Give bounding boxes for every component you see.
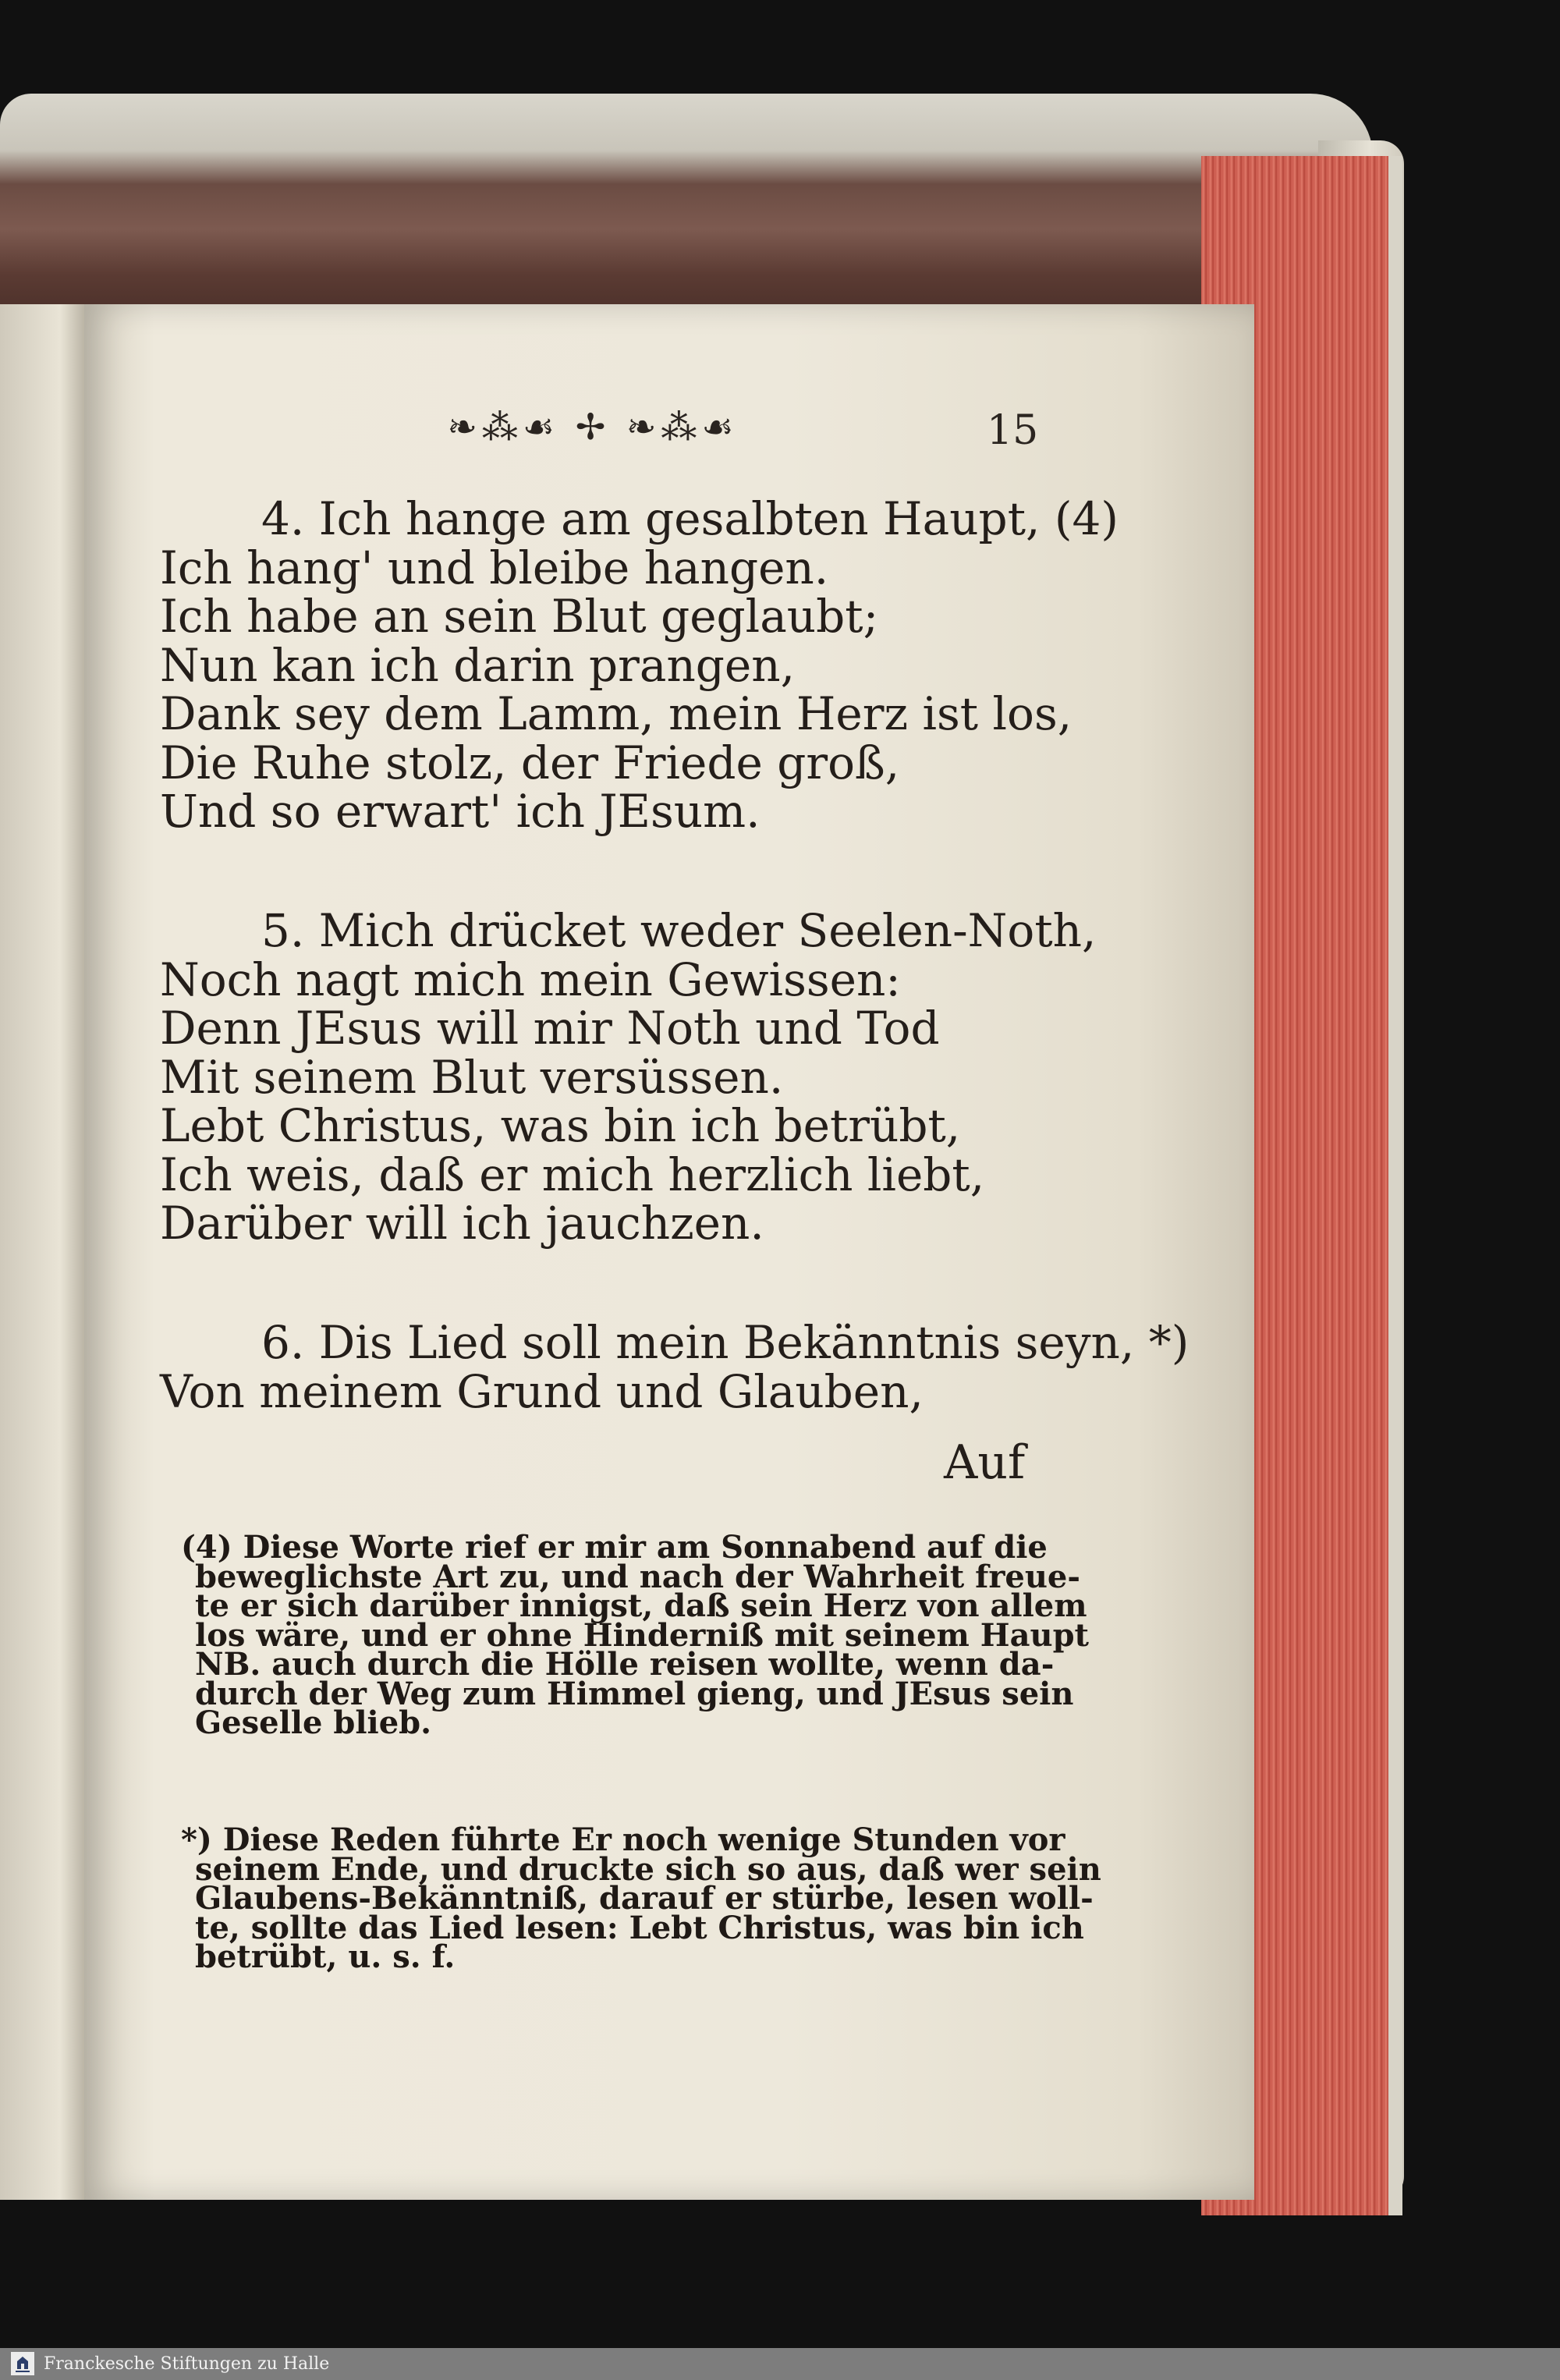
- footnote-line: Geselle blieb.: [195, 1704, 432, 1741]
- verse-line: Darüber will ich jauchzen.: [160, 1197, 764, 1250]
- footnote-line: durch der Weg zum Himmel gieng, und JEsus sein: [195, 1675, 1074, 1712]
- verse-line: Ich hang' und bleibe hangen.: [160, 541, 829, 594]
- footnote-line: seinem Ende, und druckte sich so aus, daß wer sein: [195, 1850, 1101, 1888]
- footnote-line: (4) Diese Worte rief er mir am Sonnabend auf die: [181, 1529, 1048, 1566]
- footnote-line: NB. auch durch die Hölle reisen wollte, wenn da-: [195, 1646, 1055, 1683]
- institution-logo-icon: [11, 2352, 34, 2375]
- footnote-4: [181, 1529, 1090, 1741]
- verse-line: Noch nagt mich mein Gewissen:: [160, 952, 901, 1006]
- verse-line: Nun kan ich darin prangen,: [160, 638, 796, 692]
- verse-line: Dank sey dem Lamm, mein Herz ist los,: [160, 687, 1072, 740]
- footer-bar: [0, 2348, 1560, 2380]
- footnote-line: los wäre, und er ohne Hinderniß mit seinem Haupt: [195, 1616, 1090, 1654]
- page-number: 15: [987, 407, 1039, 454]
- footnote-star: [181, 1821, 1101, 1975]
- verse-line: 6. Dis Lied soll mein Bekänntnis seyn, *): [261, 1316, 1190, 1369]
- footnote-line: beweglichste Art zu, und nach der Wahrheit freue-: [195, 1558, 1080, 1595]
- verse-line: Ich habe an sein Blut geglaubt;: [160, 590, 879, 643]
- footnote-line: te er sich darüber innigst, daß sein Herz von allem: [195, 1587, 1087, 1624]
- catch-word: Auf: [944, 1435, 1026, 1490]
- verse-4: [160, 492, 1119, 838]
- footnote-line: betrübt, u. s. f.: [195, 1938, 456, 1975]
- verse-line: Von meinem Grund und Glauben,: [160, 1364, 924, 1418]
- verse-line: Und so erwart' ich JEsum.: [160, 785, 760, 838]
- verse-6: [160, 1316, 1190, 1418]
- verse-line: Ich weis, daß er mich herzlich liebt,: [160, 1147, 985, 1201]
- verse-line: 5. Mich drücket weder Seelen-Noth,: [261, 904, 1097, 957]
- verse-line: Denn JEsus will mir Noth und Tod: [160, 1002, 940, 1055]
- facing-page-edge: [0, 304, 86, 2200]
- verse-line: Lebt Christus, was bin ich betrübt,: [160, 1099, 961, 1152]
- verse-5: [160, 904, 1097, 1250]
- footnote-line: *) Diese Reden führte Er noch wenige Stunden vor: [181, 1821, 1065, 1858]
- header-ornament: ❧⁂☙ ✢ ❧⁂☙: [447, 406, 739, 448]
- book-top-edge: [0, 94, 1373, 320]
- verse-line: Die Ruhe stolz, der Friede groß,: [160, 736, 900, 789]
- verse-line: 4. Ich hange am gesalbten Haupt, (4): [261, 492, 1119, 545]
- footnote-line: te, sollte das Lied lesen: Lebt Christus, was bin ich: [195, 1909, 1084, 1946]
- footnote-line: Glaubens-Bekänntniß, darauf er stürbe, lesen woll-: [195, 1880, 1094, 1917]
- verse-line: Mit seinem Blut versüssen.: [160, 1050, 784, 1104]
- footer-institution-text: Franckesche Stiftungen zu Halle: [44, 2354, 330, 2374]
